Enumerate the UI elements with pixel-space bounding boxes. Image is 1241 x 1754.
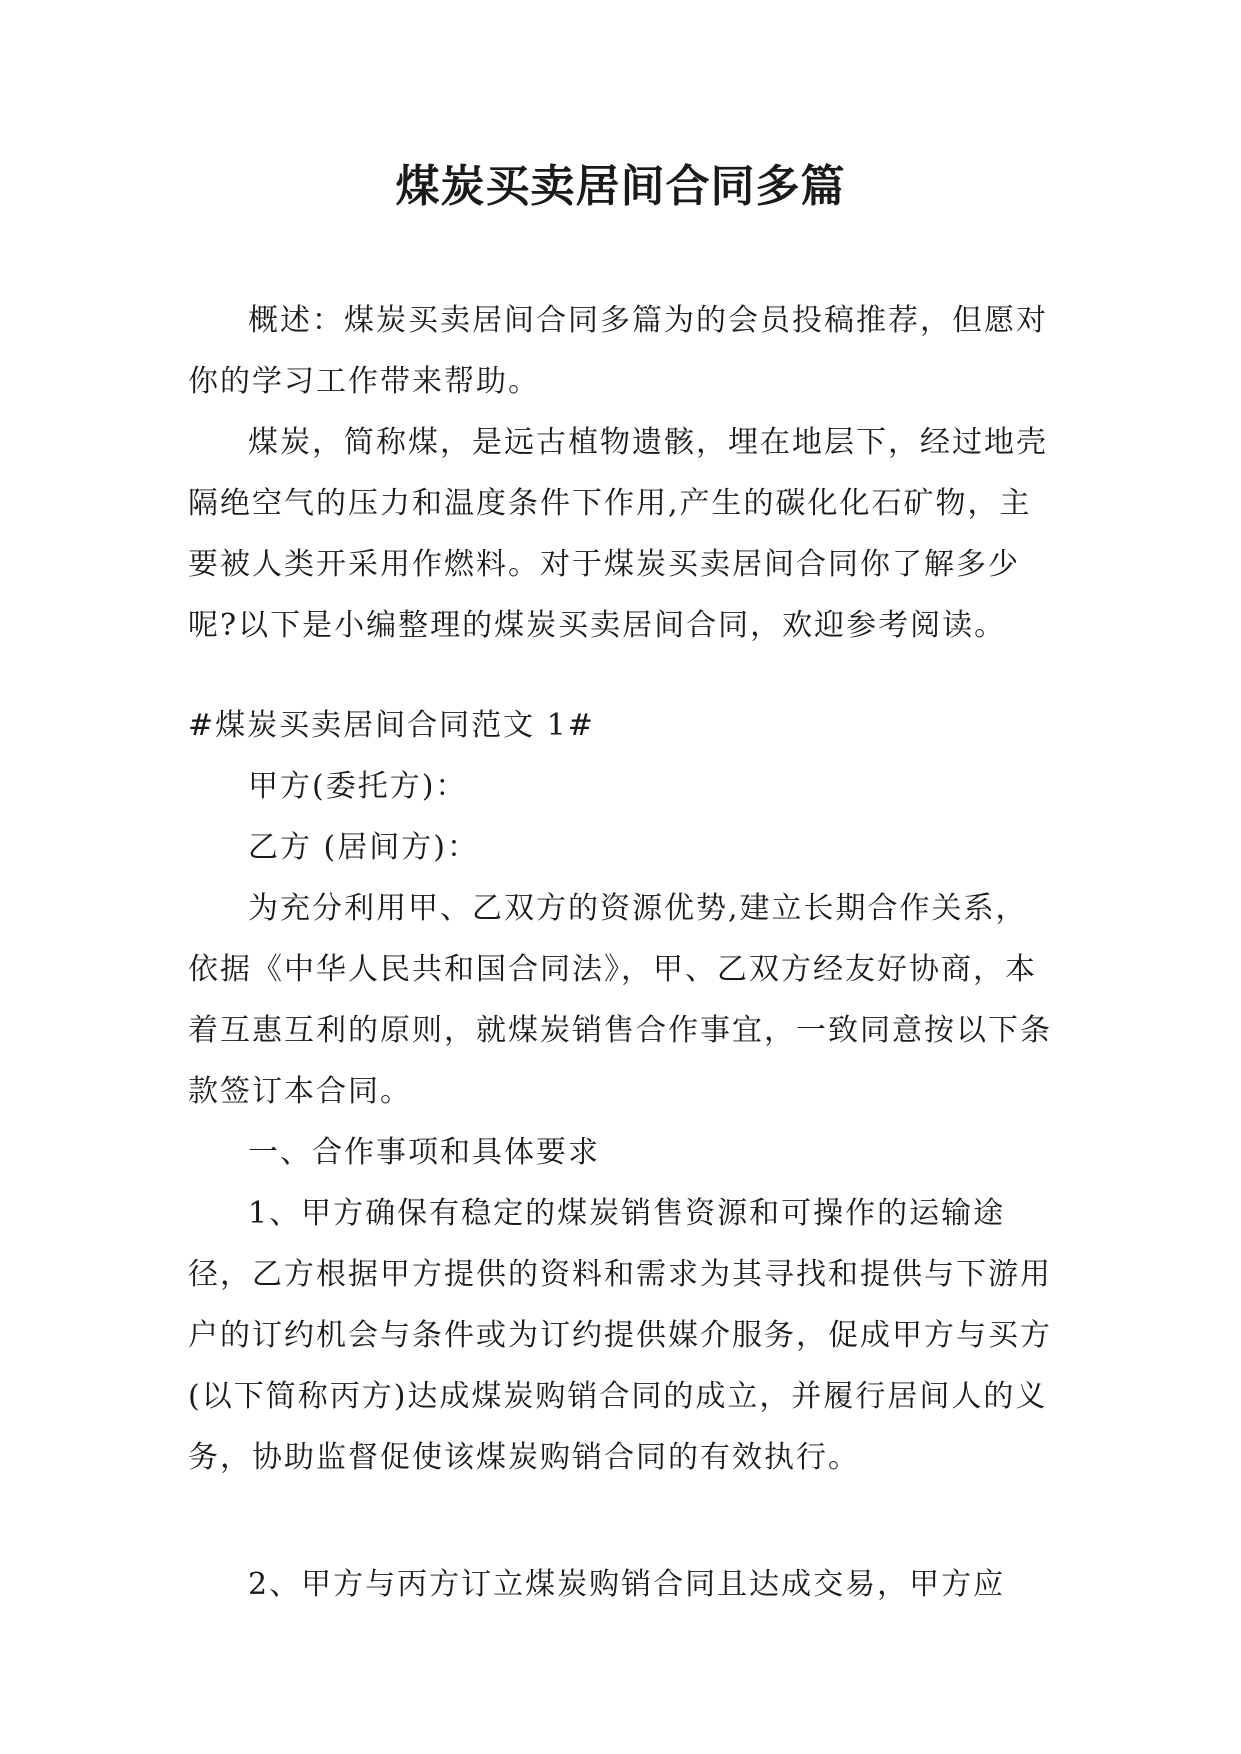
clause-heading-1: 一、合作事项和具体要求 [248, 1135, 600, 1170]
party-b-line: 乙方 (居间方)： [248, 830, 479, 865]
paragraph-preamble: 为充分利用甲、乙双方的资源优势,建立长期合作关系，依据《中华人民共和国合同法》，甲、乙双方经友好协商，本着互惠互利的原则，就煤炭销售合作事宜，一致同意按以下条款签订本合同。 [188, 891, 1052, 1109]
document-body [188, 290, 1058, 1615]
paragraph-gap [188, 656, 1058, 695]
clause-1-1: 1、甲方确保有稳定的煤炭销售资源和可操作的运输途径，乙方根据甲方提供的资料和需求为其寻找和提供与下游用户的订约机会与条件或为订约提供媒介服务，促成甲方与买方(以下简称丙方)达成煤炭购销合同的成立，并履行居间人的义务，协助监督促使该煤炭购销合同的有效执行。 [188, 1196, 1052, 1475]
party-a-line: 甲方(委托方)： [248, 769, 468, 804]
paragraph-overview: 概述：煤炭买卖居间合同多篇为的会员投稿推荐，但愿对你的学习工作带来帮助。 [188, 303, 1048, 399]
document-title: 煤炭买卖居间合同多篇 [395, 161, 846, 212]
paragraph-intro: 煤炭，简称煤，是远古植物遗骸，埋在地层下，经过地壳隔绝空气的压力和温度条件下作用,产生的碳化化石矿物，主要被人类开采用作燃料。对于煤炭买卖居间合同你了解多少呢?以下是小编整理的煤炭买卖居间合同，欢迎参考阅读。 [188, 425, 1048, 643]
paragraph-gap [188, 1488, 1058, 1554]
section-heading-sample-1: #煤炭买卖居间合同范文 1# [188, 708, 595, 743]
clause-1-2: 2、甲方与丙方订立煤炭购销合同且达成交易，甲方应 [248, 1567, 1006, 1602]
